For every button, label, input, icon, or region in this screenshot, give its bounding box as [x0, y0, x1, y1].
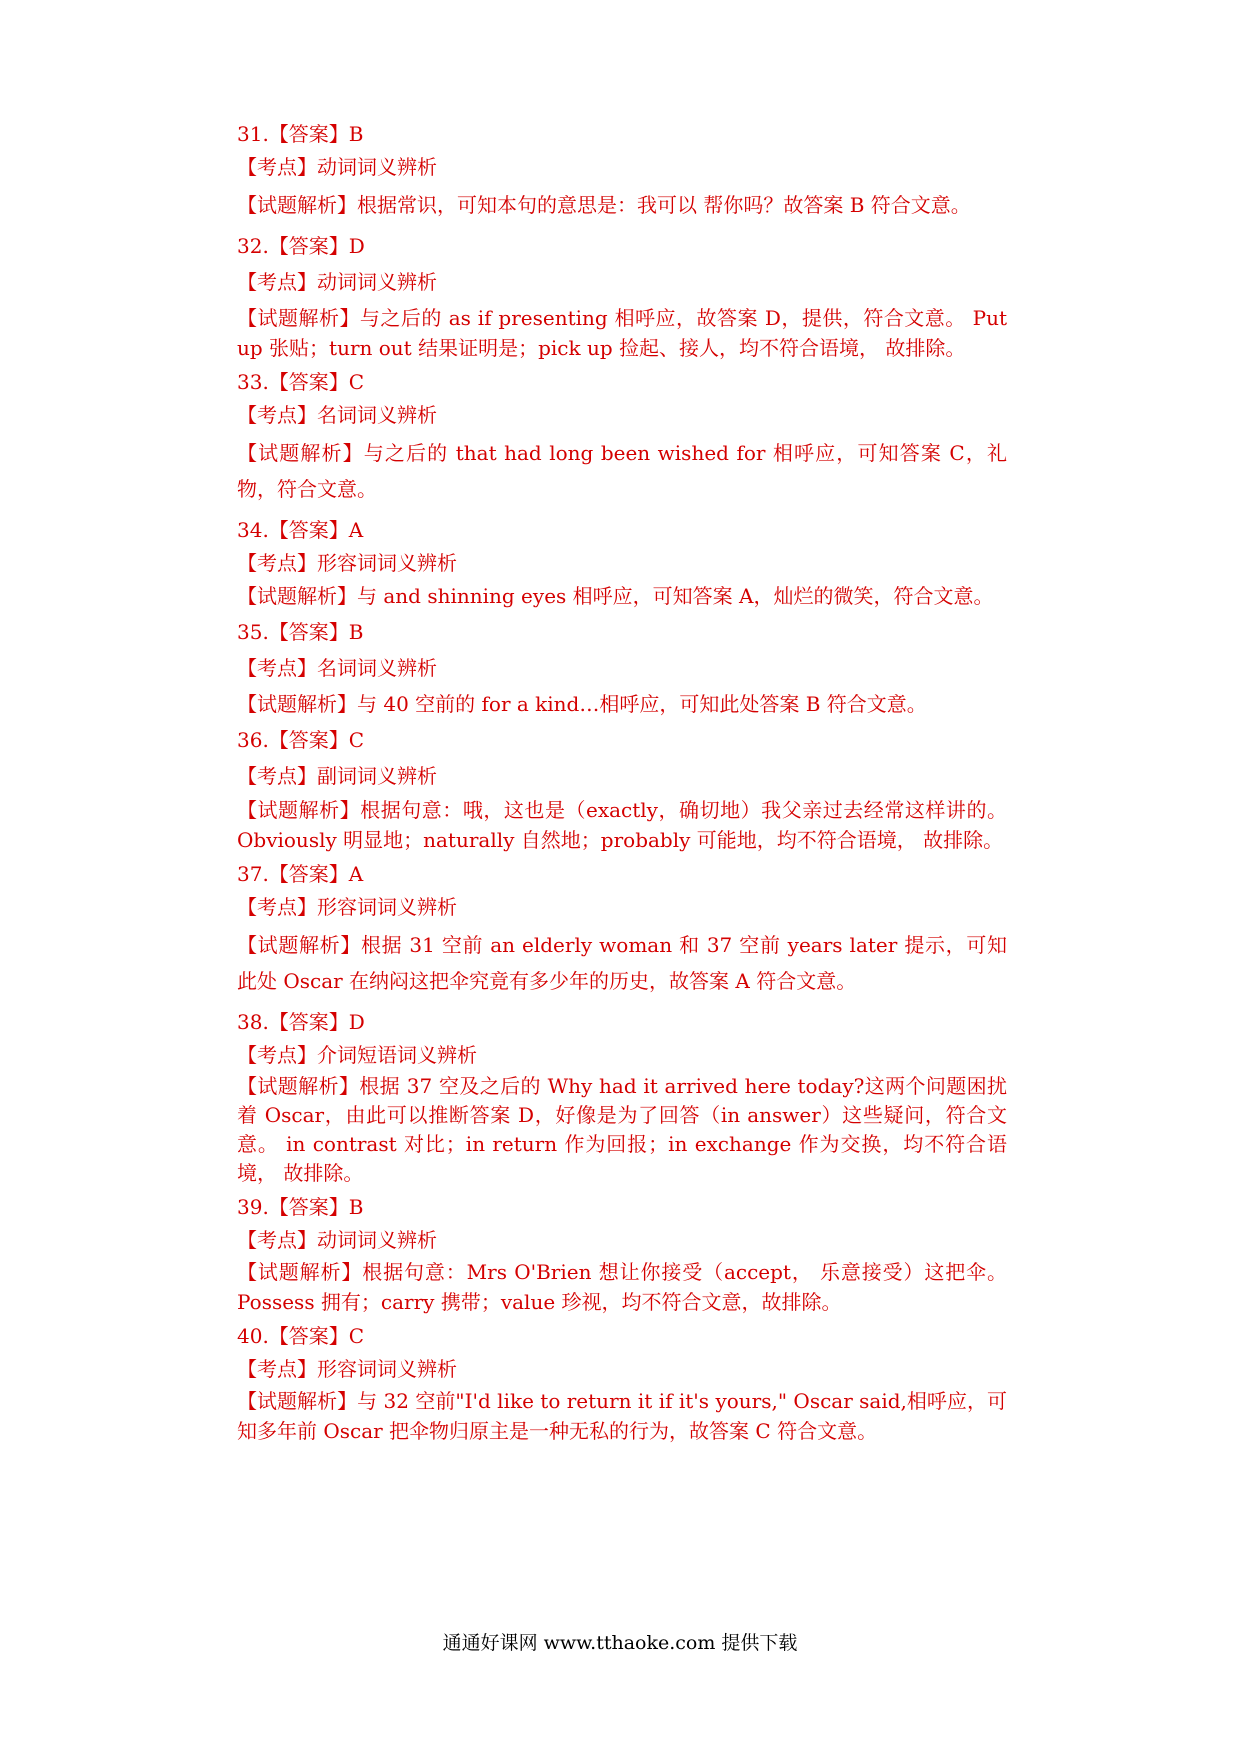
answer-38: 38.【答案】D	[237, 1010, 365, 1034]
answer-37: 37.【答案】A	[237, 862, 364, 886]
point-38: 【考点】介词短语词义辨析	[237, 1043, 477, 1067]
point-32: 【考点】动词词义辨析	[237, 270, 437, 294]
analysis-35: 【试题解析】与 40 空前的 for a kind…相呼应，可知此处答案 B 符合文意。	[237, 692, 927, 716]
answer-39: 39.【答案】B	[237, 1195, 364, 1219]
point-33: 【考点】名词词义辨析	[237, 403, 437, 427]
answer-33: 33.【答案】C	[237, 370, 365, 394]
point-31: 【考点】动词词义辨析	[237, 155, 437, 179]
analysis-37: 【试题解析】根据 31 空前 an elderly woman 和 37 空前 years later 提示，可知此处 Oscar 在纳闷这把伞究竟有多少年的历史，故答案 A 符合文意。	[237, 933, 1007, 993]
answer-31: 31.【答案】B	[237, 122, 364, 146]
answer-36: 36.【答案】C	[237, 728, 365, 752]
analysis-38: 【试题解析】根据 37 空及之后的 Why had it arrived here today?这两个问题困扰着 Oscar，由此可以推断答案 D，好像是为了回答（in answer）这些疑问，符合文意。 in contrast 对比；in return 作为回报；in exchange 作为交换，均不符合语境， 故排除。	[237, 1074, 1007, 1185]
point-35: 【考点】名词词义辨析	[237, 656, 437, 680]
point-34: 【考点】形容词词义辨析	[237, 551, 457, 575]
point-40: 【考点】形容词词义辨析	[237, 1357, 457, 1381]
analysis-39: 【试题解析】根据句意：Mrs O'Brien 想让你接受（accept， 乐意接受）这把伞。 Possess 拥有；carry 携带；value 珍视，均不符合文意，故排除。	[237, 1260, 1007, 1314]
point-37: 【考点】形容词词义辨析	[237, 895, 457, 919]
analysis-31: 【试题解析】根据常识，可知本句的意思是：我可以 帮你吗？故答案 B 符合文意。	[237, 193, 971, 217]
answer-35: 35.【答案】B	[237, 620, 364, 644]
answer-list	[237, 121, 1007, 1446]
analysis-32: 【试题解析】与之后的 as if presenting 相呼应，故答案 D，提供，符合文意。 Put up 张贴；turn out 结果证明是；pick up 捡起、接人，均不符合语境， 故排除。	[237, 306, 1007, 360]
point-39: 【考点】动词词义辨析	[237, 1228, 437, 1252]
answer-34: 34.【答案】A	[237, 518, 364, 542]
analysis-34: 【试题解析】与 and shinning eyes 相呼应，可知答案 A，灿烂的微笑，符合文意。	[237, 584, 994, 608]
answer-40: 40.【答案】C	[237, 1324, 365, 1348]
point-36: 【考点】副词词义辨析	[237, 764, 437, 788]
analysis-33: 【试题解析】与之后的 that had long been wished for 相呼应，可知答案 C，礼物，符合文意。	[237, 441, 1007, 501]
analysis-36: 【试题解析】根据句意：哦，这也是（exactly，确切地）我父亲过去经常这样讲的。 Obviously 明显地；naturally 自然地；probably 可能地，均不符合语境， 故排除。	[237, 798, 1007, 852]
footer-text: 通通好课网 www.tthaoke.com 提供下载	[442, 1632, 798, 1654]
analysis-40: 【试题解析】与 32 空前"I'd like to return it if it's yours," Oscar said,相呼应，可知多年前 Oscar 把伞物归原主是一种无私的行为，故答案 C 符合文意。	[237, 1389, 1007, 1443]
answer-32: 32.【答案】D	[237, 234, 365, 258]
